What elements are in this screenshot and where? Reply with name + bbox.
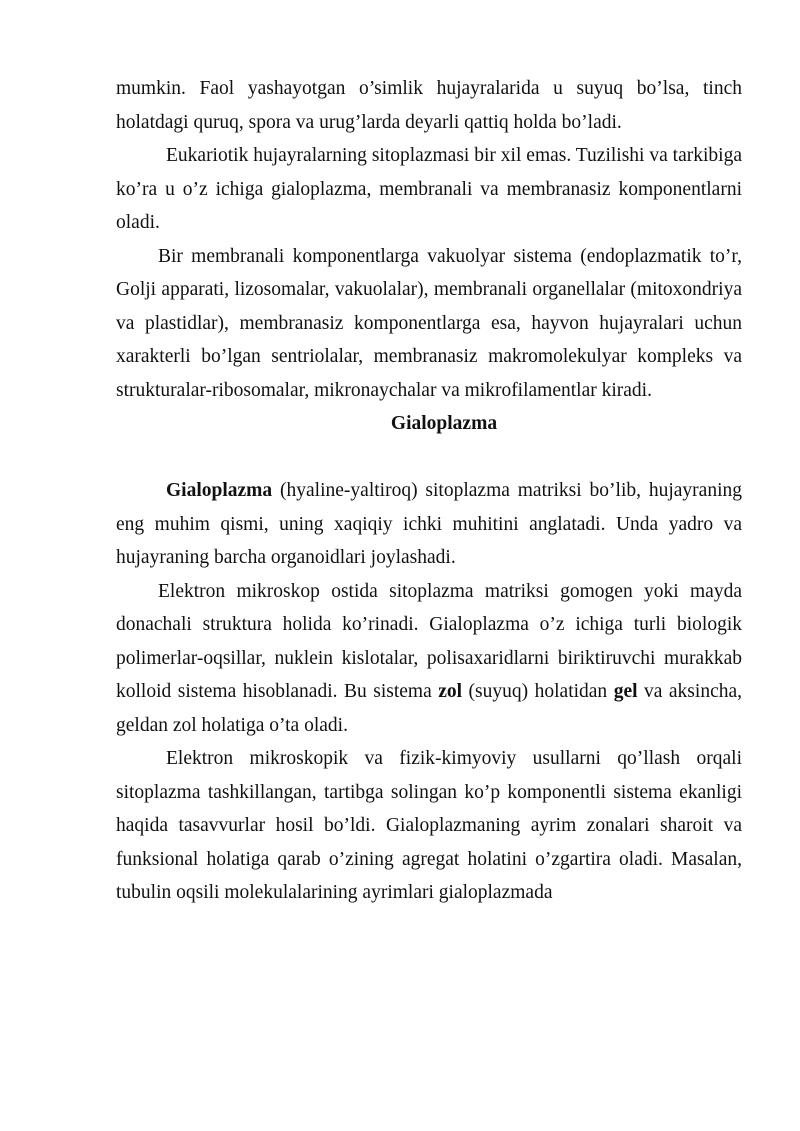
term-zol: zol	[438, 681, 463, 702]
paragraph-gialoplazma-definition	[116, 474, 742, 575]
section-heading: Gialoplazma	[390, 413, 498, 434]
paragraph-methods: Elektron mikroskopik va fizik-kimyoviy usullarni qo’llash orqali sitoplazma tashkillangan, tartibga solingan ko’p komponentli sistema ekanligi haqida tasavvurlar hosil bo’ldi. Gialoplazmaning ayrim zonalari sharoit va funksional holatiga qarab o’zining agregat holatini o’zgartira oladi. Masalan, tubulin oqsili molekulalarining ayrimlari gialoplazmada	[116, 748, 742, 903]
text-segment: va aksincha, geldan zol holatiga o’ta oladi.	[116, 681, 742, 736]
text-segment: Elektron mikroskop ostida sitoplazma matriksi gomogen yoki mayda donachali struktura holida ko’rinadi. Gialoplazma o’z ichiga turli biologik polimerlar-oqsillar, nuklein kislotalar, polisaxaridlarni biriktiruvchi murakkab kolloid sistema hisoblanadi. Bu sistema	[116, 580, 742, 702]
term-gialoplazma: Gialoplazma	[166, 480, 273, 501]
paragraph-continuation: mumkin. Faol yashayotgan o’simlik hujayralarida u suyuq bo’lsa, tinch holatdagi quruq, spora va urug’larda deyarli qattiq holda bo’ladi.	[116, 78, 742, 133]
paragraph-eukaryotic-cytoplasm: Eukariotik hujayralarning sitoplazmasi bir xil emas. Tuzilishi va tarkibiga ko’ra u o’z ichiga gialoplazma, membranali va membranasiz komponentlarni oladi.	[116, 145, 742, 233]
paragraph-membrane-components: Bir membranali komponentlarga vakuolyar sistema (endoplazmatik to’r, Golji apparati, lizosomalar, vakuolalar), membranali organellalar (mitoxondriya va plastidlar), membranasiz komponentlarga esa, hayvon hujayralari uchun xarakterli bo’lgan sentriolalar, membranasiz makromolekulyar kompleks va strukturalar-ribosomalar, mikronaychalar va mikrofilamentlar kiradi.	[116, 245, 742, 401]
definition-text: (hyaline-yaltiroq) sitoplazma matriksi bo’lib, hujayraning eng muhim qismi, uning xaqiqiy ichki muhitini anglatadi. Unda yadro va hujayraning barcha organoidlari joylashadi.	[116, 480, 742, 568]
text-segment: (suyuq) holatidan	[462, 681, 614, 702]
term-gel: gel	[613, 681, 638, 702]
paragraph-electron-microscope	[116, 575, 742, 743]
